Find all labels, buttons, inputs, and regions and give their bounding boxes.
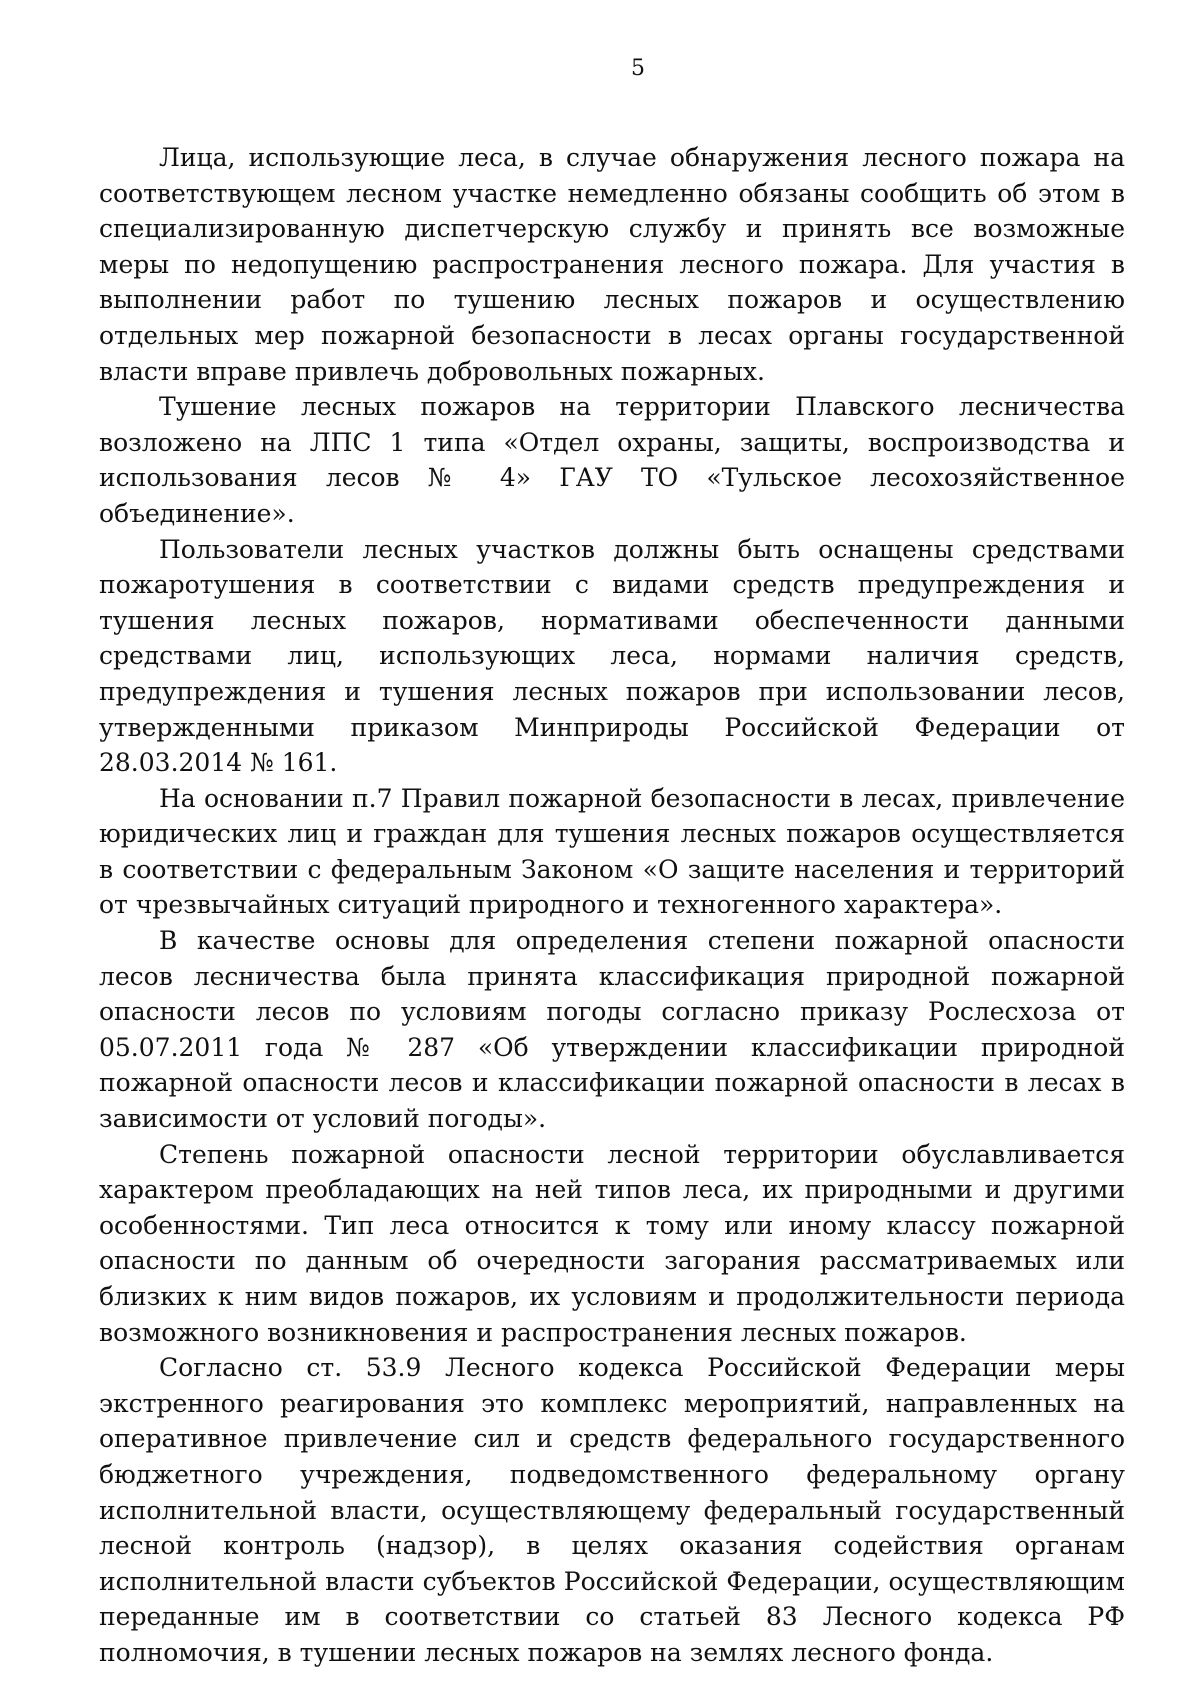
paragraph-fire-danger-degree: Степень пожарной опасности лесной территории обуславливается характером преобладающих на ней типов леса, их природными и другими особенностями. Тип леса относится к тому или иному классу пожарной опасности по данным об очередности загорания рассматриваемых или близких к ним видов пожаров, их условиям и продолжительности периода возможного возникновения и распространения лесных пожаров.: [99, 1139, 1125, 1347]
paragraph-forest-users-obligations: Лица, использующие леса, в случае обнаружения лесного пожара на соответствующем лесном участке немедленно обязаны сообщить об этом в специализированную диспетчерскую службу и принять все возможные меры по недопущению распространения лесного пожара. Для участия в выполнении работ по тушению лесных пожаров и осуществлению отдельных мер пожарной безопасности в лесах органы государственной власти вправе привлечь добровольных пожарных.: [99, 143, 1125, 386]
paragraph-involvement-of-citizens: На основании п.7 Правил пожарной безопасности в лесах, привлечение юридических лиц и граждан для тушения лесных пожаров осуществляется в соответствии с федеральным Законом «О защите населения и территорий от чрезвычайных ситуаций природного и техногенного характера».: [99, 783, 1125, 920]
paragraph-emergency-response-measures: Согласно ст. 53.9 Лесного кодекса Российской Федерации меры экстренного реагирования это комплекс мероприятий, направленных на оперативное привлечение сил и средств федерального государственного бюджетного учреждения, подведомственного федеральному органу исполнительной власти, осуществляющему федеральный государственный лесной контроль (надзор), в целях оказания содействия органам исполнительной власти субъектов Российской Федерации, осуществляющим переданные им в соответствии со статьей 83 Лесного кодекса РФ полномочия, в тушении лесных пожаров на землях лесного фонда.: [99, 1353, 1125, 1667]
document-body: [99, 140, 1125, 1671]
paragraph-fire-suppression-responsibility: Тушение лесных пожаров на территории Плавского лесничества возложено на ЛПС 1 типа «Отдел охраны, защиты, воспроизводства и использования лесов № 4» ГАУ ТО «Тульское лесохозяйственное объединение».: [99, 392, 1125, 528]
paragraph-fire-danger-classification: В качестве основы для определения степени пожарной опасности лесов лесничества была принята классификация природной пожарной опасности лесов по условиям погоды согласно приказу Рослесхоза от 05.07.2011 года № 287 «Об утверждении классификации природной пожарной опасности лесов и классификации пожарной опасности в лесах в зависимости от условий погоды».: [99, 926, 1125, 1134]
paragraph-firefighting-equipment: Пользователи лесных участков должны быть оснащены средствами пожаротушения в соответствии с видами средств предупреждения и тушения лесных пожаров, нормативами обеспеченности данными средствами лиц, использующих леса, нормами наличия средств, предупреждения и тушения лесных пожаров при использовании лесов, утвержденными приказом Минприроды Российской Федерации от 28.03.2014 № 161.: [99, 534, 1125, 778]
page-number: 5: [631, 56, 645, 81]
